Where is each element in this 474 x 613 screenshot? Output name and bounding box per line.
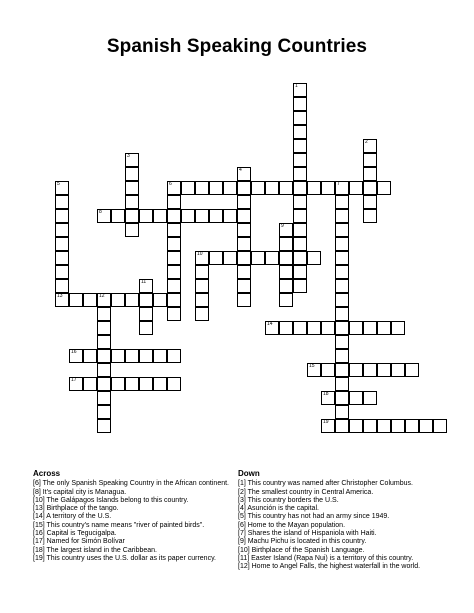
grid-cell[interactable]: [167, 279, 181, 293]
grid-cell[interactable]: [55, 209, 69, 223]
grid-cell[interactable]: [237, 265, 251, 279]
grid-cell[interactable]: [279, 181, 293, 195]
grid-cell[interactable]: [139, 209, 153, 223]
grid-cell[interactable]: [363, 167, 377, 181]
grid-cell[interactable]: [307, 181, 321, 195]
grid-cell[interactable]: [167, 237, 181, 251]
grid-cell[interactable]: [55, 251, 69, 265]
grid-cell[interactable]: [125, 167, 139, 181]
grid-cell[interactable]: [335, 321, 349, 335]
grid-cell[interactable]: [237, 251, 251, 265]
grid-cell[interactable]: [83, 349, 97, 363]
grid-cell[interactable]: [349, 321, 363, 335]
grid-cell[interactable]: [293, 251, 307, 265]
across-heading: Across: [33, 469, 61, 478]
grid-cell[interactable]: [335, 223, 349, 237]
clue-number: 13: [57, 293, 63, 299]
grid-cell[interactable]: [195, 293, 209, 307]
grid-cell[interactable]: [293, 111, 307, 125]
grid-cell[interactable]: [279, 265, 293, 279]
grid-cell[interactable]: [279, 223, 293, 237]
grid-cell[interactable]: [97, 293, 111, 307]
down-clue: [1] This country was named after Christopher Columbus.: [238, 480, 413, 488]
grid-cell[interactable]: [55, 279, 69, 293]
grid-cell[interactable]: [97, 377, 111, 391]
grid-cell[interactable]: [363, 139, 377, 153]
grid-cell[interactable]: [139, 279, 153, 293]
grid-cell[interactable]: [279, 279, 293, 293]
grid-cell[interactable]: [97, 321, 111, 335]
grid-cell[interactable]: [195, 251, 209, 265]
grid-cell[interactable]: [97, 419, 111, 433]
clue-number: 3: [127, 153, 130, 159]
grid-cell[interactable]: [111, 349, 125, 363]
down-clue: [5] This country has not had an army since 1949.: [238, 513, 390, 521]
down-clue: [10] Birthplace of the Spanish Language.: [238, 546, 365, 554]
across-clue: [13] Birthplace of the tango.: [33, 505, 119, 513]
grid-cell[interactable]: [251, 181, 265, 195]
across-clue: [14] A territory of the U.S.: [33, 513, 112, 521]
grid-cell[interactable]: [391, 363, 405, 377]
grid-cell[interactable]: [195, 265, 209, 279]
grid-cell[interactable]: [335, 335, 349, 349]
grid-cell[interactable]: [195, 307, 209, 321]
grid-cell[interactable]: [125, 153, 139, 167]
grid-cell[interactable]: [293, 279, 307, 293]
grid-cell[interactable]: [69, 293, 83, 307]
clue-number: 18: [323, 391, 329, 397]
across-clue: [17] Named for Simón Bolívar: [33, 538, 125, 546]
down-clues: [238, 470, 443, 572]
grid-cell[interactable]: [237, 237, 251, 251]
clue-number: 6: [169, 181, 172, 187]
grid-cell[interactable]: [237, 293, 251, 307]
grid-cell[interactable]: [237, 209, 251, 223]
grid-cell[interactable]: [335, 251, 349, 265]
grid-cell[interactable]: [293, 209, 307, 223]
clue-number: 9: [281, 223, 284, 229]
down-clue: [9] Machu Pichu is located in this country.: [238, 538, 367, 546]
grid-cell[interactable]: [293, 83, 307, 97]
grid-cell[interactable]: [153, 349, 167, 363]
grid-cell[interactable]: [279, 251, 293, 265]
grid-cell[interactable]: [307, 363, 321, 377]
grid-cell[interactable]: [363, 419, 377, 433]
grid-cell[interactable]: [349, 419, 363, 433]
clue-number: 14: [267, 321, 273, 327]
grid-cell[interactable]: [55, 223, 69, 237]
clue-number: 17: [71, 377, 77, 383]
grid-cell[interactable]: [405, 363, 419, 377]
grid-cell[interactable]: [293, 265, 307, 279]
grid-cell[interactable]: [293, 195, 307, 209]
grid-cell[interactable]: [167, 377, 181, 391]
clue-number: 11: [141, 279, 147, 285]
grid-cell[interactable]: [237, 167, 251, 181]
grid-cell[interactable]: [405, 419, 419, 433]
grid-cell[interactable]: [97, 391, 111, 405]
grid-cell[interactable]: [97, 335, 111, 349]
grid-cell[interactable]: [293, 167, 307, 181]
grid-cell[interactable]: [55, 195, 69, 209]
grid-cell[interactable]: [139, 377, 153, 391]
down-clue: [11] Easter Island (Rapa Nui) is a territory of this country.: [238, 554, 414, 562]
across-clue: [15] This country's name means "river of painted birds".: [33, 521, 205, 529]
grid-cell[interactable]: [139, 349, 153, 363]
grid-cell[interactable]: [377, 419, 391, 433]
grid-cell[interactable]: [293, 153, 307, 167]
grid-cell[interactable]: [335, 363, 349, 377]
grid-cell[interactable]: [167, 349, 181, 363]
grid-cell[interactable]: [363, 321, 377, 335]
grid-cell[interactable]: [335, 377, 349, 391]
grid-cell[interactable]: [111, 293, 125, 307]
grid-cell[interactable]: [195, 279, 209, 293]
grid-cell[interactable]: [111, 377, 125, 391]
grid-cell[interactable]: [321, 321, 335, 335]
grid-cell[interactable]: [293, 97, 307, 111]
grid-cell[interactable]: [377, 363, 391, 377]
grid-cell[interactable]: [69, 377, 83, 391]
grid-cell[interactable]: [335, 391, 349, 405]
grid-cell[interactable]: [363, 363, 377, 377]
grid-cell[interactable]: [335, 209, 349, 223]
grid-cell[interactable]: [167, 251, 181, 265]
grid-cell[interactable]: [293, 321, 307, 335]
grid-cell[interactable]: [55, 181, 69, 195]
grid-cell[interactable]: [335, 307, 349, 321]
clue-number: 1: [295, 83, 298, 89]
grid-cell[interactable]: [335, 279, 349, 293]
grid-cell[interactable]: [419, 419, 433, 433]
grid-cell[interactable]: [349, 181, 363, 195]
grid-cell[interactable]: [307, 321, 321, 335]
down-clue: [6] Home to the Mayan population.: [238, 521, 346, 529]
down-clue: [3] This country borders the U.S.: [238, 496, 339, 504]
down-heading: Down: [238, 469, 260, 478]
grid-cell[interactable]: [195, 181, 209, 195]
grid-cell[interactable]: [321, 391, 335, 405]
grid-cell[interactable]: [321, 363, 335, 377]
across-clue: [8] It's capital city is Managua.: [33, 488, 127, 496]
grid-cell[interactable]: [195, 209, 209, 223]
grid-cell[interactable]: [349, 391, 363, 405]
grid-cell[interactable]: [209, 181, 223, 195]
down-clue: [7] Shares the island of Hispaniola with Haiti.: [238, 530, 377, 538]
grid-cell[interactable]: [55, 237, 69, 251]
grid-cell[interactable]: [167, 265, 181, 279]
grid-cell[interactable]: [335, 419, 349, 433]
grid-cell[interactable]: [153, 377, 167, 391]
grid-cell[interactable]: [251, 251, 265, 265]
across-clues: [33, 470, 235, 563]
clue-number: 5: [57, 181, 60, 187]
grid-cell[interactable]: [181, 209, 195, 223]
grid-cell[interactable]: [391, 321, 405, 335]
clue-number: 4: [239, 167, 242, 173]
down-clue: [2] The smallest country in Central America.: [238, 488, 374, 496]
grid-cell[interactable]: [391, 419, 405, 433]
grid-cell[interactable]: [293, 223, 307, 237]
grid-cell[interactable]: [139, 321, 153, 335]
puzzle-title: Spanish Speaking Countries: [106, 36, 368, 57]
grid-cell[interactable]: [363, 153, 377, 167]
grid-cell[interactable]: [363, 391, 377, 405]
grid-cell[interactable]: [335, 237, 349, 251]
grid-cell[interactable]: [55, 265, 69, 279]
grid-cell[interactable]: [363, 195, 377, 209]
grid-cell[interactable]: [167, 293, 181, 307]
grid-cell[interactable]: [335, 349, 349, 363]
grid-cell[interactable]: [139, 293, 153, 307]
grid-cell[interactable]: [83, 377, 97, 391]
grid-cell[interactable]: [293, 237, 307, 251]
grid-cell[interactable]: [265, 181, 279, 195]
grid-cell[interactable]: [349, 363, 363, 377]
grid-cell[interactable]: [97, 209, 111, 223]
grid-cell[interactable]: [237, 279, 251, 293]
grid-cell[interactable]: [335, 195, 349, 209]
grid-cell[interactable]: [377, 181, 391, 195]
grid-cell[interactable]: [125, 349, 139, 363]
grid-cell[interactable]: [209, 251, 223, 265]
grid-cell[interactable]: [111, 209, 125, 223]
grid-cell[interactable]: [321, 419, 335, 433]
grid-cell[interactable]: [97, 307, 111, 321]
grid-cell[interactable]: [97, 349, 111, 363]
grid-cell[interactable]: [279, 293, 293, 307]
grid-cell[interactable]: [335, 181, 349, 195]
grid-cell[interactable]: [125, 209, 139, 223]
clue-number: 10: [197, 251, 203, 257]
clue-number: 7: [337, 181, 340, 187]
grid-cell[interactable]: [125, 293, 139, 307]
grid-cell[interactable]: [335, 405, 349, 419]
grid-cell[interactable]: [97, 405, 111, 419]
grid-cell[interactable]: [363, 181, 377, 195]
across-clue: [16] Capital is Tegucigalpa.: [33, 530, 117, 538]
grid-cell[interactable]: [363, 209, 377, 223]
down-clue: [4] Asunción is the capital.: [238, 505, 319, 513]
grid-cell[interactable]: [125, 223, 139, 237]
grid-cell[interactable]: [167, 307, 181, 321]
grid-cell[interactable]: [153, 209, 167, 223]
clue-number: 16: [71, 349, 77, 355]
grid-cell[interactable]: [167, 209, 181, 223]
grid-cell[interactable]: [125, 195, 139, 209]
across-clue: [10] The Galápagos Islands belong to this country.: [33, 496, 189, 504]
across-clue: [18] The largest island in the Caribbean.: [33, 546, 158, 554]
grid-cell[interactable]: [335, 293, 349, 307]
grid-cell[interactable]: [223, 181, 237, 195]
grid-cell[interactable]: [125, 377, 139, 391]
grid-cell[interactable]: [237, 223, 251, 237]
grid-cell[interactable]: [167, 223, 181, 237]
grid-cell[interactable]: [293, 139, 307, 153]
grid-cell[interactable]: [181, 181, 195, 195]
grid-cell[interactable]: [55, 293, 69, 307]
grid-cell[interactable]: [167, 181, 181, 195]
grid-cell[interactable]: [265, 251, 279, 265]
grid-cell[interactable]: [153, 293, 167, 307]
grid-cell[interactable]: [167, 195, 181, 209]
down-clue: [12] Home to Angel Falls, the highest waterfall in the world.: [238, 563, 421, 571]
across-clue: [19] This country uses the U.S. dollar as its paper currency.: [33, 554, 216, 562]
grid-cell[interactable]: [279, 237, 293, 251]
clue-number: 12: [99, 293, 105, 299]
clue-number: 2: [365, 139, 368, 145]
grid-cell[interactable]: [433, 419, 447, 433]
grid-cell[interactable]: [279, 321, 293, 335]
grid-cell[interactable]: [293, 181, 307, 195]
grid-cell[interactable]: [69, 349, 83, 363]
grid-cell[interactable]: [97, 363, 111, 377]
grid-cell[interactable]: [307, 251, 321, 265]
grid-cell[interactable]: [125, 181, 139, 195]
grid-cell[interactable]: [237, 181, 251, 195]
grid-cell[interactable]: [223, 251, 237, 265]
grid-cell[interactable]: [139, 307, 153, 321]
grid-cell[interactable]: [321, 181, 335, 195]
grid-cell[interactable]: [223, 209, 237, 223]
grid-cell[interactable]: [293, 125, 307, 139]
grid-cell[interactable]: [83, 293, 97, 307]
grid-cell[interactable]: [265, 321, 279, 335]
grid-cell[interactable]: [237, 195, 251, 209]
clue-number: 19: [323, 419, 329, 425]
grid-cell[interactable]: [377, 321, 391, 335]
grid-cell[interactable]: [335, 265, 349, 279]
clue-number: 15: [309, 363, 315, 369]
grid-cell[interactable]: [209, 209, 223, 223]
across-clue: [6] The only Spanish Speaking Country in the African continent.: [33, 480, 229, 488]
clue-number: 8: [99, 209, 102, 215]
